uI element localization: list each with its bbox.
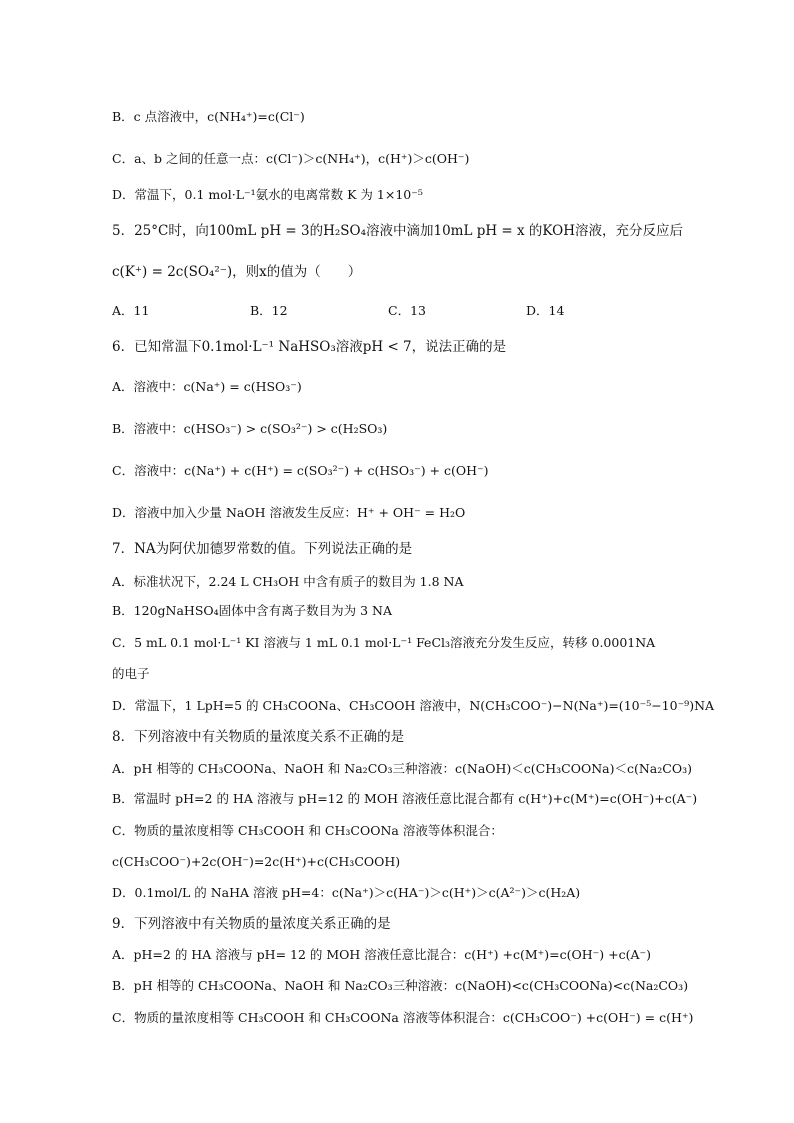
q6-option-d: D．溶液中加入少量 NaOH 溶液发生反应：H⁺ + OH⁻ = H₂O [112,505,466,520]
q6-option-a: A．溶液中：c(Na⁺) = c(HSO₃⁻) [112,379,302,394]
q9-stem: 9．下列溶液中有关物质的量浓度关系正确的是 [112,916,391,932]
q6-option-b: B．溶液中：c(HSO₃⁻) > c(SO₃²⁻) > c(H₂SO₃) [112,421,388,436]
q7-stem: 7．NA为阿伏加德罗常数的值。下列说法正确的是 [112,541,413,557]
q8-option-d: D．0.1mol/L 的 NaHA 溶液 pH=4：c(Na⁺)＞c(HA⁻)＞c(H⁺)＞c(A²⁻)＞c(H₂A) [112,885,581,900]
q9-option-b: B．pH 相等的 CH₃COONa、NaOH 和 Na₂CO₃三种溶液：c(NaOH)<c(CH₃COONa)<c(Na₂CO₃) [112,978,689,993]
q5-stem-cont: c(K⁺) = 2c(SO₄²⁻)，则x的值为（ ） [112,264,362,280]
q5-option-a: A．11 [112,303,150,318]
q6-stem: 6．已知常温下0.1mol·L⁻¹ NaHSO₃溶液pH < 7，说法正确的是 [112,339,507,355]
q7-option-c: C．5 mL 0.1 mol·L⁻¹ KI 溶液与 1 mL 0.1 mol·L⁻¹ FeCl₃溶液充分发生反应，转移 0.0001NA [112,635,656,650]
q7-option-a: A．标准状况下，2.24 L CH₃OH 中含有质子的数目为 1.8 NA [112,574,464,589]
q8-option-c: C．物质的量浓度相等 CH₃COOH 和 CH₃COONa 溶液等体积混合： [112,823,503,838]
q4-option-b: B．c 点溶液中，c(NH₄⁺)=c(Cl⁻) [112,109,305,124]
q5-option-d: D．14 [526,303,565,318]
q9-option-a: A．pH=2 的 HA 溶液与 pH= 12 的 MOH 溶液任意比混合：c(H⁺) +c(M⁺)=c(OH⁻) +c(A⁻) [112,947,651,962]
q5-stem: 5．25°C时，向100mL pH = 3的H₂SO₄溶液中滴加10mL pH = x 的KOH溶液，充分反应后 [112,223,683,239]
q5-option-b: B．12 [250,303,288,318]
q8-option-a: A．pH 相等的 CH₃COONa、NaOH 和 Na₂CO₃三种溶液：c(NaOH)＜c(CH₃COONa)＜c(Na₂CO₃) [112,761,692,776]
q8-option-b: B．常温时 pH=2 的 HA 溶液与 pH=12 的 MOH 溶液任意比混合都有 c(H⁺)+c(M⁺)=c(OH⁻)+c(A⁻) [112,791,698,806]
q5-option-c: C．13 [388,303,426,318]
q6-option-c: C．溶液中：c(Na⁺) + c(H⁺) = c(SO₃²⁻) + c(HSO₃⁻) + c(OH⁻) [112,463,489,478]
q7-option-b: B．120gNaHSO₄固体中含有离子数目为为 3 NA [112,603,393,618]
q7-option-d: D．常温下，1 LpH=5 的 CH₃COONa、CH₃COOH 溶液中，N(CH₃COO⁻)−N(Na⁺)=(10⁻⁵−10⁻⁹)NA [112,698,715,713]
q4-option-c: C．a、b 之间的任意一点：c(Cl⁻)＞c(NH₄⁺)，c(H⁺)＞c(OH⁻) [112,151,470,166]
q9-option-c: C．物质的量浓度相等 CH₃COOH 和 CH₃COONa 溶液等体积混合：c(CH₃COO⁻) +c(OH⁻) = c(H⁺) [112,1010,694,1025]
q4-option-d: D．常温下，0.1 mol·L⁻¹氨水的电离常数 K 为 1×10⁻⁵ [112,187,423,202]
q7-option-c-cont: 的电子 [112,666,150,681]
q8-stem: 8．下列溶液中有关物质的量浓度关系不正确的是 [112,729,405,745]
q8-option-c-cont: c(CH₃COO⁻)+2c(OH⁻)=2c(H⁺)+c(CH₃COOH) [112,854,401,869]
